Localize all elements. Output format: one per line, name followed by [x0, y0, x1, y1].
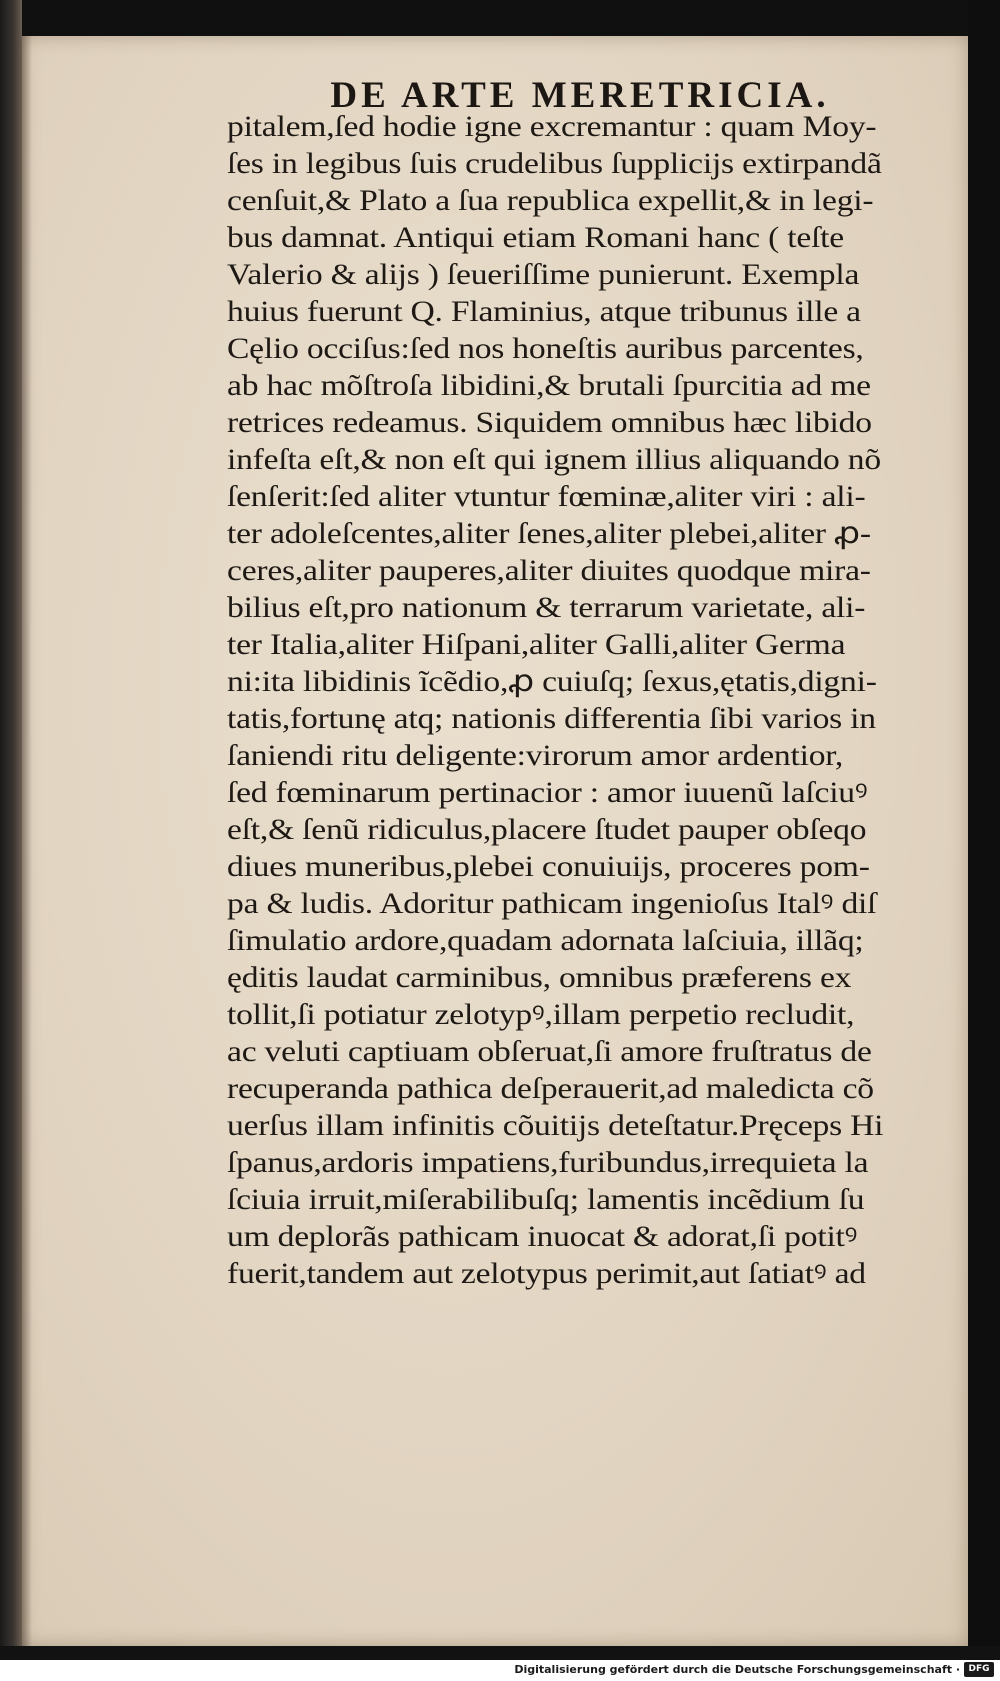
running-head: DE ARTE MERETRICIA. [330, 75, 830, 116]
text-line: tollit,ſi potiatur zelotypꝰ,illam perpetio recludit, [227, 998, 855, 1031]
text-line: ac veluti captiuam obſeruat,ſi amore fruſtratus de [227, 1035, 872, 1068]
text-line: fuerit,tandem aut zelotypus perimit,aut ſatiatꝰ ad [227, 1257, 866, 1290]
footer-bar [0, 1660, 1000, 1681]
funding-credit: Digitalisierung gefördert durch die Deutsche Forschungsgemeinschaft · [514, 1663, 960, 1676]
text-line: ſimulatio ardore,quadam adornata laſciuia, illãq; [227, 924, 864, 957]
text-line: bus damnat. Antiqui etiam Romani hanc ( teſte [227, 221, 844, 254]
book-page [22, 36, 968, 1646]
scan-top-edge [0, 0, 1000, 36]
scan-right-edge [968, 0, 1000, 1660]
text-line: eſt,& ſenũ ridiculus,placere ſtudet pauper obſeqo [227, 813, 867, 846]
text-line: retrices redeamus. Siquidem omnibus hæc libido [227, 406, 872, 439]
text-line: pitalem,ſed hodie igne excremantur : quam Moy- [227, 110, 877, 143]
text-line: ceres,aliter pauperes,aliter diuites quodque mira- [227, 554, 871, 587]
text-line: tatis,fortunę atq; nationis differentia ſibi varios in [227, 702, 876, 735]
scan-bottom-edge [0, 1646, 1000, 1660]
text-line: ſenſerit:ſed aliter vtuntur fœminæ,aliter viri : ali- [227, 480, 866, 513]
text-line: ſciuia irruit,miſerabilibuſq; lamentis incẽdium ſu [227, 1183, 865, 1216]
text-line: diues muneribus,plebei conuiuijs, proceres pom- [227, 850, 870, 883]
text-line: ęditis laudat carminibus, omnibus præferens ex [227, 961, 852, 994]
text-line: um deplorãs pathicam inuocat & adorat,ſi potitꝰ [227, 1220, 858, 1253]
text-line: pa & ludis. Adoritur pathicam ingenioſus Italꝰ diſ [227, 887, 877, 920]
page-gutter-shadow [22, 36, 32, 1646]
text-line: Cęlio occiſus:ſed nos honeſtis auribus parcentes, [227, 332, 864, 365]
text-line: cenſuit,& Plato a ſua republica expellit,& in legi- [227, 184, 874, 217]
text-line: Valerio & alijs ) ſeueriſſime punierunt. Exempla [227, 258, 860, 291]
text-line: ni:ita libidinis ĩcẽdio,ꝓ cuiuſq; ſexus,ętatis,digni- [227, 665, 877, 698]
text-line: uerſus illam infinitis cõuitijs deteſtatur.Pręceps Hi [227, 1109, 884, 1142]
text-line: ſed fœminarum pertinacior : amor iuuenũ laſciuꝰ [227, 776, 868, 809]
text-line: ab hac mõſtroſa libidini,& brutali ſpurcitia ad me [227, 369, 871, 402]
text-line: ter Italia,aliter Hiſpani,aliter Galli,aliter Germa [227, 628, 846, 661]
text-line: bilius eſt,pro nationum & terrarum varietate, ali- [227, 591, 866, 624]
text-line: ſaniendi ritu deligente:virorum amor ardentior, [227, 739, 844, 772]
dfg-logo: DFG [964, 1662, 994, 1677]
text-line: infeſta eſt,& non eſt qui ignem illius aliquando nõ [227, 443, 881, 476]
text-line: ſes in legibus ſuis crudelibus ſupplicijs extirpandã [227, 147, 882, 180]
text-line: ſpanus,ardoris impatiens,furibundus,irrequieta la [227, 1146, 869, 1179]
scan-left-edge [0, 0, 22, 1660]
text-line: huius fuerunt Q. Flaminius, atque tribunus ille a [227, 295, 861, 328]
text-line: recuperanda pathica deſperauerit,ad maledicta cõ [227, 1072, 874, 1105]
text-block [227, 108, 927, 1292]
text-line: ter adoleſcentes,aliter ſenes,aliter plebei,aliter ꝓ- [227, 517, 871, 550]
